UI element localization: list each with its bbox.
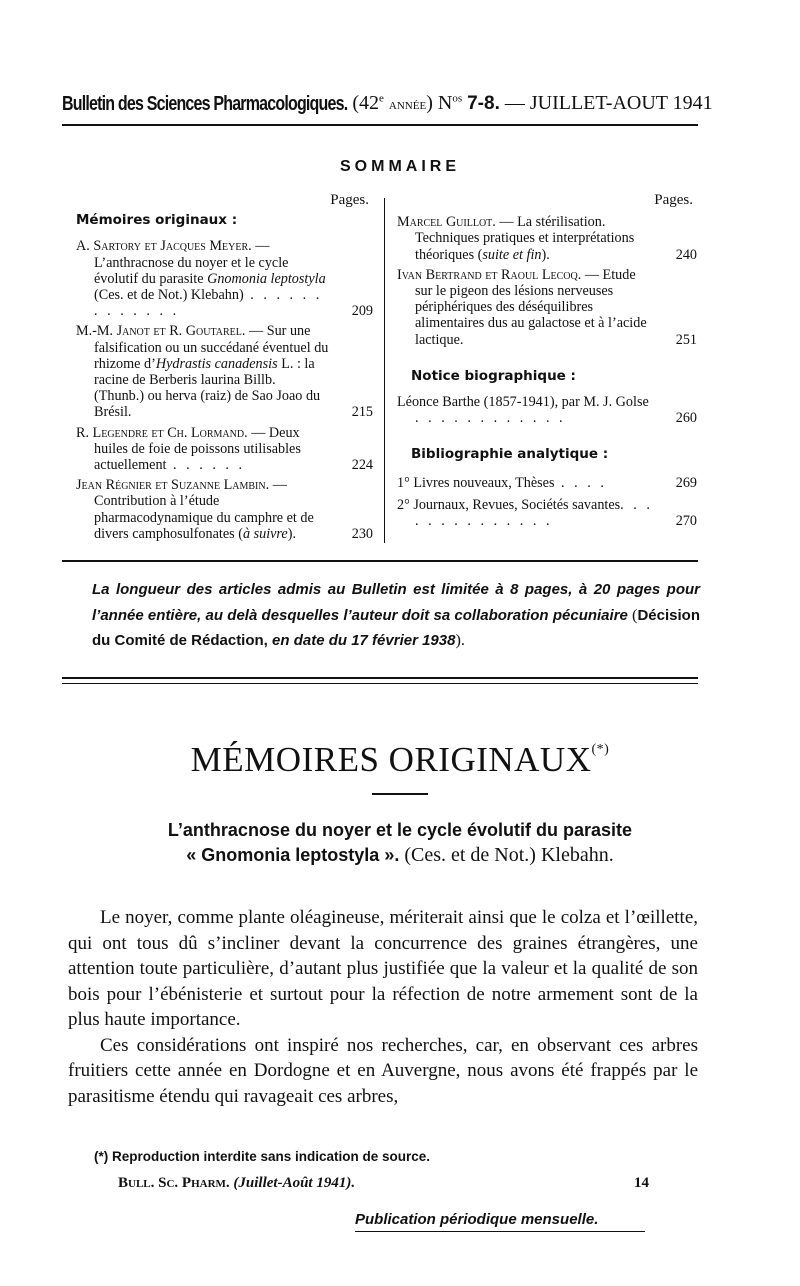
numbers-sup: os bbox=[452, 92, 463, 105]
body-paragraph: Ces considérations ont inspiré nos recherches, car, en observant ces arbres fruitiers cette année en Dordogne et en Auvergne, nous avons été frappés par le parasitisme étendu qui ravageait ces arbres, bbox=[68, 1034, 698, 1107]
toc-right-column bbox=[397, 192, 697, 529]
footnote-mark: (*) bbox=[591, 742, 610, 757]
toc-entry[interactable] bbox=[76, 425, 373, 474]
body-paragraph: Le noyer, comme plante oléagineuse, mériterait ainsi que le colza et l’œillette, qui ont tous dû s’incliner devant la concurrence des graines étrangères, une attention toute particulière, d’autant plus justifiée que la valeur et la qualité de son bois pour l’ébénisterie et surtout pour la réfection de notre armement sont de la plus haute importance. bbox=[68, 907, 698, 1030]
toc-text: — La stérilisation. Techniques pratiques et interprétations théoriques ( bbox=[415, 214, 635, 263]
toc-bottom-rule bbox=[62, 560, 698, 562]
toc-text: 2° Journaux, Revues, Sociétés savantes bbox=[397, 496, 621, 513]
length-notice bbox=[92, 577, 700, 654]
year-word: année bbox=[388, 97, 427, 113]
numbers-prefix: N bbox=[437, 92, 453, 114]
toc-entry[interactable] bbox=[76, 477, 373, 542]
toc-authors: R. Legendre et Ch. Lormand. bbox=[76, 424, 248, 441]
toc-authors: Marcel Guillot. bbox=[397, 214, 496, 231]
double-rule-bottom bbox=[62, 683, 698, 684]
notice-close: ). bbox=[455, 630, 465, 649]
header-rule bbox=[62, 124, 698, 126]
issue-date: — JUILLET-AOUT 1941 bbox=[504, 92, 713, 114]
toc-divider bbox=[384, 198, 385, 543]
folio: 14 bbox=[634, 1175, 649, 1191]
toc-text: — L’anthracnose du noyer et le cycle évolutif du parasite bbox=[94, 238, 289, 287]
toc-page: 270 bbox=[675, 513, 697, 530]
toc-rest: ). bbox=[287, 525, 297, 542]
publication-underline bbox=[355, 1231, 645, 1232]
article-title bbox=[60, 818, 740, 868]
issue-number: 7-8. bbox=[467, 93, 500, 114]
toc-leader: . . . . . . . . . . . . . . bbox=[415, 496, 653, 530]
toc-rest: L. : la racine de Berberis laurina Billb. (Thunb.) ou herva (raiz) de Sao Joao du Brésil. bbox=[94, 355, 321, 421]
year-close: ) bbox=[426, 92, 433, 114]
notice-bold: Décision du Comité de Rédaction, bbox=[92, 606, 700, 649]
running-header bbox=[62, 92, 713, 118]
pages-heading-right: Pages. bbox=[654, 192, 693, 208]
toc-page: 269 bbox=[675, 474, 697, 491]
article-body bbox=[68, 905, 698, 1109]
journal-name: Bulletin des Sciences Pharmacologiques. bbox=[62, 93, 348, 115]
toc-entry[interactable] bbox=[397, 394, 697, 426]
toc-rest: ). bbox=[541, 246, 550, 263]
bulletin-reference bbox=[118, 1175, 355, 1192]
section-biblio: Bibliographie analytique : bbox=[411, 446, 609, 463]
toc-authors: Ivan Bertrand et Raoul Lecoq. bbox=[397, 266, 582, 283]
toc-authors: Léonce Barthe (1857-1941), par M. J. Golse bbox=[397, 394, 649, 411]
article-title-line2 bbox=[60, 843, 740, 868]
toc-italic: à suivre bbox=[242, 525, 288, 542]
toc-page: 209 bbox=[351, 303, 373, 320]
toc-leader: . . . . bbox=[554, 474, 607, 491]
notice-date: en date du 17 février 1938 bbox=[267, 632, 456, 649]
toc-left-column bbox=[76, 192, 373, 542]
toc-text: 1° Livres nouveaux, Thèses bbox=[397, 474, 555, 491]
double-rule-top bbox=[62, 677, 698, 679]
year-sup: e bbox=[379, 92, 384, 105]
article-title-species: « Gnomonia leptostyla ». bbox=[186, 845, 400, 865]
toc-entry[interactable] bbox=[397, 267, 697, 348]
bulletin-abbr: Bull. Sc. Pharm. bbox=[118, 1175, 230, 1191]
footnote: (*) Reproduction interdite sans indication de source. bbox=[94, 1149, 431, 1164]
toc-authors: Jean Régnier et Suzanne Lambin. bbox=[76, 477, 270, 494]
toc-page: 240 bbox=[675, 246, 697, 263]
toc-entry[interactable] bbox=[76, 323, 373, 420]
toc-page: 251 bbox=[675, 331, 697, 348]
notice-open: ( bbox=[627, 604, 638, 624]
toc-italic: Gnomonia leptostyla bbox=[207, 270, 326, 287]
toc-page: 260 bbox=[675, 410, 697, 427]
toc-entry[interactable] bbox=[397, 214, 697, 263]
toc-leader: . . . . . . . . . . . . . bbox=[94, 287, 323, 320]
toc-authors: M.-M. Janot et R. Goutarel. bbox=[76, 323, 246, 340]
section-memoires: Mémoires originaux : bbox=[76, 212, 238, 229]
toc-text: — Etude sur le pigeon des lésions nerveuses périphériques des déséquilibres alimentaires dus au galactose et à l’acide lactique. bbox=[415, 266, 647, 348]
toc-entry[interactable] bbox=[76, 238, 373, 319]
toc-text: — Sur une falsification ou un succédané éventuel du rhizome d’ bbox=[94, 323, 329, 372]
toc-page: 224 bbox=[351, 457, 373, 474]
toc-text: — Deux huiles de foie de poissons utilisables actuellement bbox=[94, 424, 301, 474]
toc-text: — Contribution à l’étude pharmacodynamique du camphre et de divers camphosulfonates ( bbox=[94, 477, 314, 542]
notice-italic: La longueur des articles admis au Bulletin est limitée à 8 pages, à 20 pages pour l’année entière, au delà desquelles l’auteur doit sa collaboration pécuniaire bbox=[92, 581, 700, 624]
title-rule bbox=[372, 793, 428, 795]
toc-authors: A. Sartory et Jacques Meyer. bbox=[76, 238, 252, 255]
pages-heading-left: Pages. bbox=[330, 192, 369, 208]
toc-entry[interactable] bbox=[397, 497, 697, 529]
main-title bbox=[0, 740, 800, 780]
toc-entry[interactable] bbox=[397, 475, 697, 491]
bulletin-date: (Juillet-Août 1941). bbox=[233, 1175, 356, 1191]
toc-page: 230 bbox=[351, 525, 373, 542]
toc-page: 215 bbox=[351, 404, 373, 421]
sommaire-title: SOMMAIRE bbox=[340, 158, 460, 175]
main-title-text: MÉMOIRES ORIGINAUX bbox=[190, 740, 592, 779]
publication-note: Publication périodique mensuelle. bbox=[355, 1211, 599, 1228]
article-title-authority: (Ces. et de Not.) Klebahn. bbox=[399, 844, 614, 866]
section-notice: Notice biographique : bbox=[411, 367, 576, 384]
toc-italic: Hydrastis canadensis bbox=[155, 355, 278, 372]
toc-rest: (Ces. et de Not.) Klebahn) bbox=[94, 287, 244, 304]
article-title-line1: L’anthracnose du noyer et le cycle évolutif du parasite bbox=[167, 820, 633, 840]
toc-leader: . . . . . . . . . . . . bbox=[415, 410, 566, 427]
toc-leader: . . . . . . bbox=[166, 457, 246, 474]
toc-italic: suite et fin bbox=[482, 246, 542, 263]
year-open: (42 bbox=[352, 92, 380, 114]
